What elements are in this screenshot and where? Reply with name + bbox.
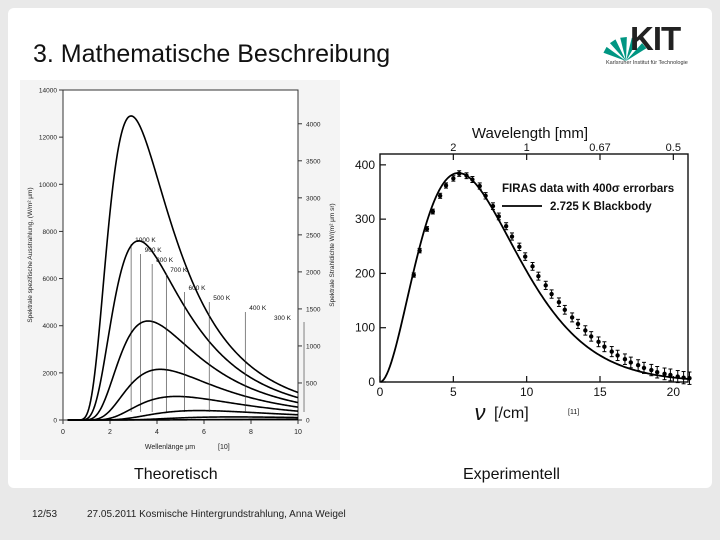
temperature-label: 500 K [213,295,231,302]
data-point [425,227,429,231]
y-right-tick-label: 1000 [306,343,321,351]
y-tick-label: 0 [368,375,375,389]
data-point [444,183,448,187]
temperature-label: 600 K [188,285,206,292]
legend-entry-firas: FIRAS data with 400σ errorbars [502,183,675,195]
top-tick-label: 2 [450,142,457,154]
x-tick-label: 5 [449,385,457,399]
data-point [649,368,653,372]
y-axis-label: Spektrale spezifische Ausstrahlung, (W/m² μm) [27,187,34,323]
data-point [549,292,553,296]
data-point [662,372,666,376]
logo-fan-blade [603,47,626,61]
data-point [417,248,421,252]
data-point [451,176,455,180]
x-tick-label: 20 [666,385,681,399]
data-point [438,194,442,198]
x-tick-label: 10 [519,385,534,399]
y-right-tick-label: 2000 [306,269,321,277]
data-point [544,283,548,287]
plot-frame [63,90,298,420]
x-tick-label: 2 [108,429,112,436]
y-tick-label: 6000 [42,276,57,284]
y-tick-label: 300 [354,212,375,227]
data-point [557,300,561,304]
x-tick-label: 6 [202,429,206,436]
top-tick-label: 0.5 [665,142,681,154]
caption-left: Theoretisch [134,466,218,483]
y-tick-label: 0 [53,417,57,425]
y-right-tick-label: 500 [306,380,317,388]
temperature-label: 1000 K [135,237,156,244]
data-point [464,174,468,178]
slide-title: 3. Mathematische Beschreibung [33,40,391,68]
data-point [642,366,646,370]
temperature-label: 800 K [156,257,174,264]
top-axis-label: Wavelength [mm] [471,125,589,142]
planck-curves-chart [20,80,340,460]
y-tick-label: 4000 [42,323,57,331]
data-point [523,254,527,258]
data-point [629,360,633,364]
x-axis-symbol: ν [474,400,486,425]
logo-tagline: Karlsruher Institut für Technologie [606,60,688,66]
data-point [687,376,691,380]
data-point [504,224,508,228]
y-right-tick-label: 3500 [306,158,321,166]
data-point [510,234,514,238]
curve-series-300k [68,419,298,420]
data-point [470,177,474,181]
y-tick-label: 10000 [38,181,57,189]
x-tick-label: 10 [294,429,302,436]
y-right-tick-label: 3000 [306,195,321,203]
data-point [412,273,416,277]
data-point [602,345,606,349]
temperature-label: 700 K [170,267,188,274]
temperature-label: 300 K [274,315,291,322]
caption-right: Experimentell [463,466,560,483]
data-point [676,374,680,378]
data-point [668,373,672,377]
data-point [483,194,487,198]
data-point [655,370,659,374]
data-point [457,171,461,175]
y-right-tick-label: 1500 [306,306,321,314]
data-point [517,245,521,249]
x-tick-label: 8 [249,429,253,436]
chart-reference: [11] [568,409,580,416]
footer-text: 27.05.2011 Kosmische Hintergrundstrahlung, Anna Weigel [87,509,346,520]
data-point [623,357,627,361]
x-tick-label: 4 [155,429,159,436]
y-tick-label: 200 [354,266,375,281]
data-point [530,264,534,268]
data-point [610,349,614,353]
x-axis-label: [/cm] [494,405,529,422]
y-tick-label: 8000 [42,228,57,236]
x-tick-label: 0 [376,385,384,399]
data-point [431,209,435,213]
data-point [570,315,574,319]
data-point [589,334,593,338]
y-right-tick-label: 4000 [306,121,321,129]
y-right-tick-label: 0 [306,417,310,425]
data-point [681,375,685,379]
temperature-label: 400 K [249,305,267,312]
temperature-label: 900 K [144,247,162,254]
y-tick-label: 400 [354,157,375,172]
y-tick-label: 100 [354,320,375,335]
data-point [576,322,580,326]
page-number: 12/53 [32,509,58,520]
data-point [497,214,501,218]
data-point [536,274,540,278]
legend-entry-blackbody: 2.725 K Blackbody [550,201,652,213]
x-axis-label: Wellenlänge μm [144,444,196,451]
data-point [563,308,567,312]
x-tick-label: 15 [593,385,607,399]
x-axis-reference: [10] [218,444,230,451]
y-tick-label: 14000 [38,87,57,95]
data-point [615,353,619,357]
data-point [636,363,640,367]
data-point [478,184,482,188]
x-tick-label: 0 [61,429,65,436]
logo-text: KIT [630,20,681,57]
data-point [491,204,495,208]
y-tick-label: 2000 [42,370,57,378]
firas-spectrum-chart [340,118,700,426]
y-tick-label: 12000 [38,134,57,142]
data-point [583,328,587,332]
data-point [596,340,600,344]
top-tick-label: 1 [523,142,530,154]
top-tick-label: 0.67 [589,142,611,154]
y-right-axis-label: Spektrale Strahldichte W/(m² μm sr) [329,203,336,307]
y-right-tick-label: 2500 [306,232,321,240]
